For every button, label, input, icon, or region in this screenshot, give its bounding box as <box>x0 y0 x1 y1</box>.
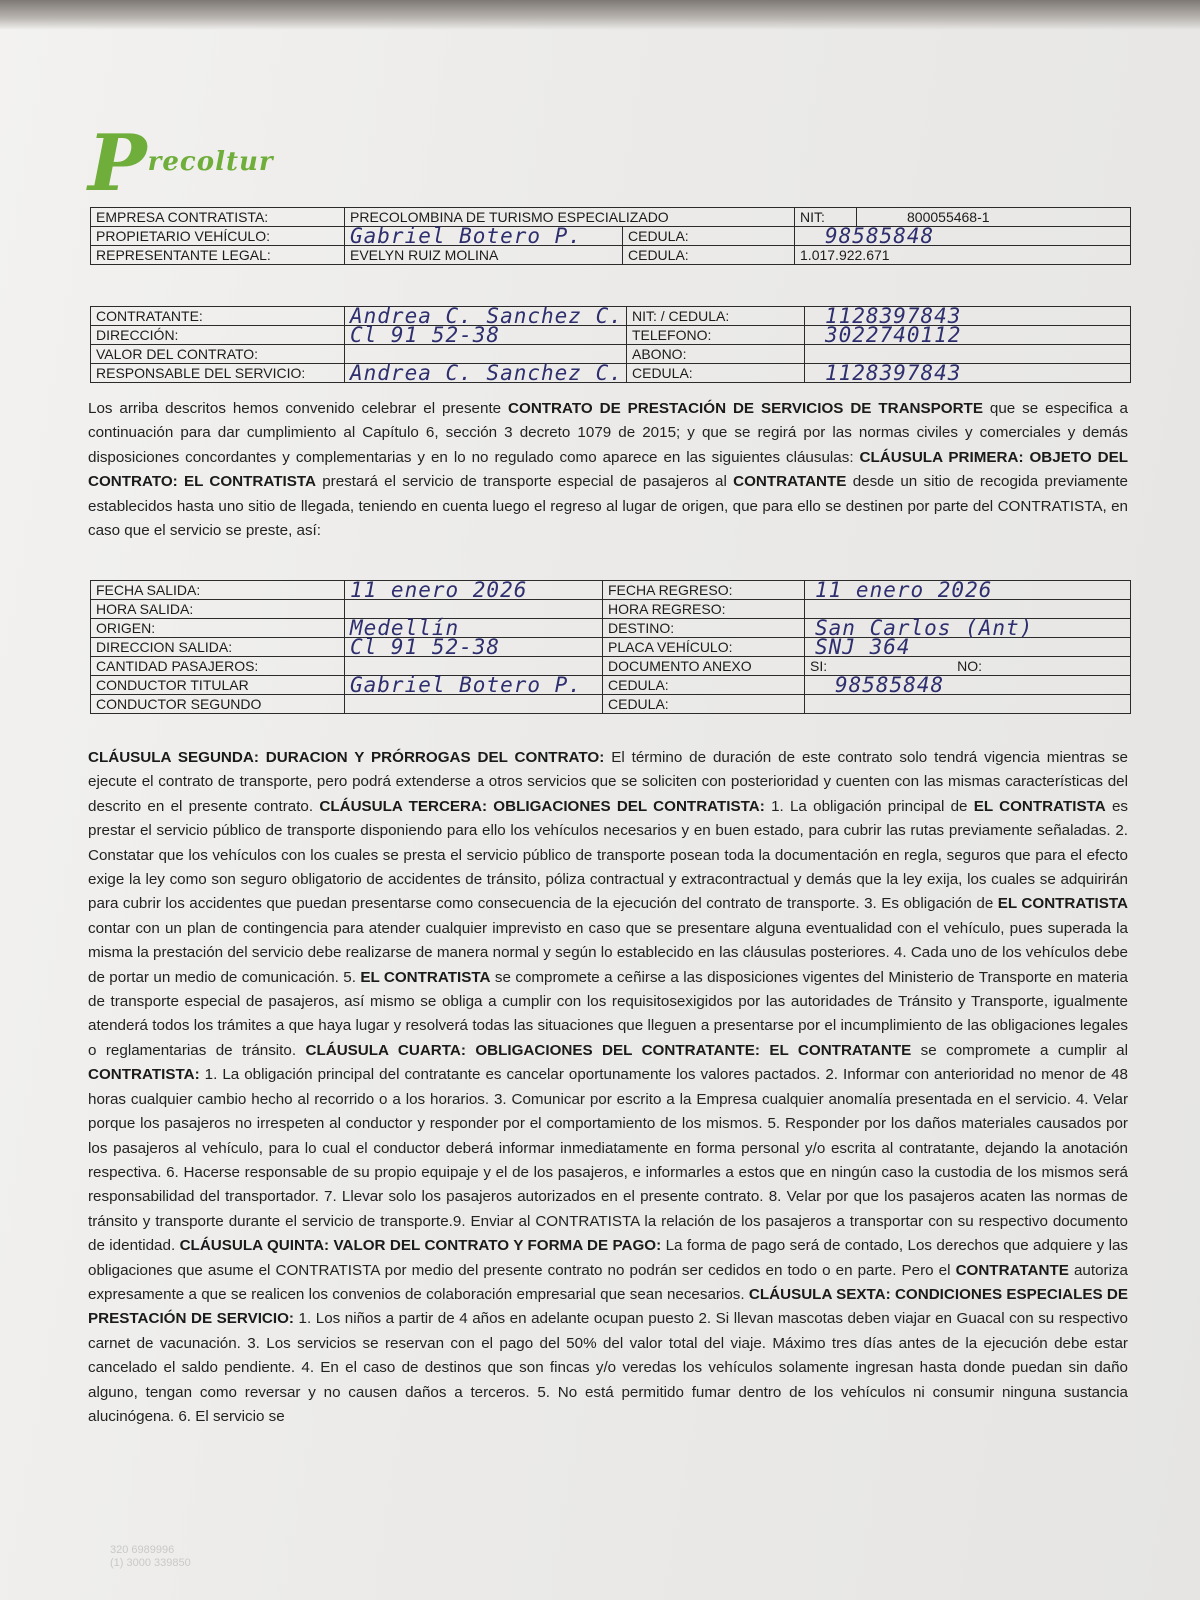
handwritten-value: San Carlos (Ant) <box>805 619 1131 638</box>
field-value: 1.017.922.671 <box>795 246 1131 265</box>
field-label: DIRECCION SALIDA: <box>91 638 345 657</box>
field-label: HORA SALIDA: <box>91 600 345 619</box>
no-label: NO: <box>957 658 983 674</box>
field-label: CEDULA: <box>623 246 795 265</box>
handwritten-value: Gabriel Botero P. <box>345 227 623 246</box>
handwritten-value: Gabriel Botero P. <box>345 676 603 695</box>
photo-edge-shadow <box>0 0 1200 30</box>
table-row <box>91 208 1131 227</box>
field-label: NIT: / CEDULA: <box>627 307 805 326</box>
table-row <box>91 227 1131 246</box>
handwritten-value: 98585848 <box>805 676 1131 695</box>
handwritten-value: Medellín <box>345 619 603 638</box>
logo-initial: P <box>88 118 148 209</box>
field-label: RESPONSABLE DEL SERVICIO: <box>91 364 345 383</box>
field-label: CONDUCTOR TITULAR <box>91 676 345 695</box>
table-row <box>91 619 1131 638</box>
field-label: DIRECCIÓN: <box>91 326 345 345</box>
handwritten-value: SNJ 364 <box>805 638 1131 657</box>
table-row <box>91 676 1131 695</box>
field-value: 800055468-1 <box>857 208 1131 227</box>
field-label: CANTIDAD PASAJEROS: <box>91 657 345 676</box>
handwritten-value: 98585848 <box>795 227 1131 246</box>
field-label: PLACA VEHÍCULO: <box>603 638 805 657</box>
field-label: CEDULA: <box>623 227 795 246</box>
field-value: EVELYN RUIZ MOLINA <box>345 246 623 265</box>
field-label: PROPIETARIO VEHÍCULO: <box>91 227 345 246</box>
company-logo <box>88 118 274 209</box>
field-value: PRECOLOMBINA DE TURISMO ESPECIALIZADO <box>345 208 795 227</box>
clauses-paragraph: CLÁUSULA SEGUNDA: DURACION Y PRÓRROGAS DEL CONTRATO: El término de duración de este contrato solo tendrá vigencia mientras se ejecute el contrato de transporte, pero podrá extenderse a otros servicios que se soliciten con posterioridad y cuenten con las mismas características del descrito en el presente contrato. CLÁUSULA TERCERA: OBLIGACIONES DEL CONTRATISTA: 1. La obligación principal de EL CONTRATISTA es prestar el servicio público de transporte disponiendo para ello los vehículos necesarios y en buen estado, para cubrir las rutas previamente señaladas. 2. Constatar que los vehículos con los cuales se presta el servicio público de transporte posean toda la documentación en regla, seguros que para el efecto exige la ley como son seguro obligatorio de accidentes de tránsito, póliza contractual y extracontractual y demás que la ley exija, los cuales se adquirirán para cubrir los accidentes que puedan presentarse como consecuencia de la ejecución del contrato de transporte. 3. Es obligación de EL CONTRATISTA contar con un plan de contingencia para atender cualquier imprevisto en caso que se presentare alguna eventualidad con el vehículo, pues superada la misma la prestación del servicio debe realizarse de manera normal y según lo establecido en las cláusulas posteriores. 4. Cada uno de los vehículos debe de portar un medio de comunicación. 5. EL CONTRATISTA se compromete a ceñirse a las disposiciones vigentes del Ministerio de Transporte en materia de transporte especial de pasajeros, así mismo se obliga a cumplir con los requisitosexigidos por las autoridades de Tránsito y Transporte, igualmente atenderá todos los trámites a que haya lugar y resolverá todas las situaciones que lleguen a presentarse por el incumplimiento de las obligaciones legales o reglamentarias de tránsito. CLÁUSULA CUARTA: OBLIGACIONES DEL CONTRATANTE: EL CONTRATANTE se compromete a cumplir al CONTRATISTA: 1. La obligación principal del contratante es cancelar oportunamente los valores pactados. 2. Informar con anterioridad no menor de 48 horas cualquier cambio hecho al recorrido o a los horarios. 3. Comunicar por escrito a la Empresa cualquier anomalía presentada en el servicio. 4. Velar porque los pasajeros no irrespeten al conductor y responder por el comportamiento de los mismos. 5. Responder por los daños materiales causados por los pasajeros al vehículo, para lo cual el conductor deberá informar inmediatamente en forma personal y/o escrita al contratante, dejando la anotación respectiva. 6. Hacerse responsable de su propio equipaje y el de los pasajeros, e informarles a estos que en ningún caso la custodia de los mismos será responsabilidad del transportador. 7. Llevar solo los pasajeros autorizados en el presente contrato. 8. Velar por que los pasajeros acaten las normas de tránsito y transporte durante el servicio de transporte.9. Enviar al CONTRATISTA la relación de los pasajeros a transportar con su respectivo documento de identidad. CLÁUSULA QUINTA: VALOR DEL CONTRATO Y FORMA DE PAGO: La forma de pago será de contado, Los derechos que adquiere y las obligaciones que asume el CONTRATISTA por medio del presente contrato no podrán ser cedidos en todo o en parte. Pero el CONTRATANTE autoriza expresamente a que se realicen los convenios de colaboración empresarial que sean necesarios. CLÁUSULA SEXTA: CONDICIONES ESPECIALES DE PRESTACIÓN DE SERVICIO: 1. Los niños a partir de 4 años en adelante ocupan puesto 2. Si llevan mascotas deben viajar en Guacal con su respectivo carnet de vacunación. 3. Los servicios se reservan con el pago del 50% del valor total del viaje. Máximo tres días antes de la ejecución debe estar cancelado el saldo pendiente. 4. En el caso de destinos que son fincas y/o veredas los vehículos solamente ingresan hasta donde puedan sin daño alguno, tengan como reversar y no causen daños a terceros. 5. No está permitido fumar dentro de los vehículos ni consumir ninguna sustancia alucinógena. 6. El servicio se <box>88 749 1129 1425</box>
contract-intro-paragraph: Los arriba descritos hemos convenido celebrar el presente CONTRATO DE PRESTACIÓN DE SERVICIOS DE TRANSPORTE que se especifica a continuación para dar cumplimiento al Capítulo 6, sección 3 decreto 1079 de 2015; y que se regirá por las normas civiles y comerciales y demás disposiciones concordantes y complementarias y en lo no regulado como aparece en las siguientes cláusulas: CLÁUSULA PRIMERA: OBJETO DEL CONTRATO: EL CONTRATISTA prestará el servicio de transporte especial de pasajeros al CONTRATANTE desde un sitio de recogida previamente establecidos hasta uno sitio de llegada, teniendo en cuenta luego el regreso al lugar de origen, que para ello se destinen por parte del CONTRATISTA, en caso que el servicio se preste, así: <box>88 400 1128 540</box>
field-label: ORIGEN: <box>91 619 345 638</box>
field-value <box>345 695 603 714</box>
table-row <box>91 657 1131 676</box>
handwritten-value: Andrea C. Sanchez C. <box>345 364 627 383</box>
table-row <box>91 364 1131 383</box>
table-row <box>91 246 1131 265</box>
field-label: REPRESENTANTE LEGAL: <box>91 246 345 265</box>
si-label: SI: <box>810 658 828 674</box>
field-label: CEDULA: <box>603 676 805 695</box>
field-label: DOCUMENTO ANEXO <box>603 657 805 676</box>
field-label: HORA REGRESO: <box>603 600 805 619</box>
field-label: CEDULA: <box>603 695 805 714</box>
handwritten-value: 1128397843 <box>805 307 1131 326</box>
faint-footer-text: 320 6989996 (1) 3000 339850 <box>110 1544 191 1569</box>
handwritten-value: 11 enero 2026 <box>805 581 1131 600</box>
table-row <box>91 638 1131 657</box>
trip-table <box>90 580 1131 714</box>
handwritten-value: Cl 91 52-38 <box>345 326 627 345</box>
field-label: FECHA REGRESO: <box>603 581 805 600</box>
handwritten-value: Andrea C. Sanchez C. <box>345 307 627 326</box>
contratante-table <box>90 306 1131 383</box>
field-label: DESTINO: <box>603 619 805 638</box>
handwritten-value: 11 enero 2026 <box>345 581 603 600</box>
company-table <box>90 207 1131 265</box>
logo-text: recoltur <box>147 147 274 177</box>
handwritten-value: 3022740112 <box>805 326 1131 345</box>
field-label: CEDULA: <box>627 364 805 383</box>
field-value <box>805 695 1131 714</box>
table-row <box>91 307 1131 326</box>
table-row <box>91 326 1131 345</box>
field-label: ABONO: <box>627 345 805 364</box>
field-label: FECHA SALIDA: <box>91 581 345 600</box>
handwritten-value: Cl 91 52-38 <box>345 638 603 657</box>
field-label: EMPRESA CONTRATISTA: <box>91 208 345 227</box>
field-label: VALOR DEL CONTRATO: <box>91 345 345 364</box>
table-row <box>91 695 1131 714</box>
field-label: CONTRATANTE: <box>91 307 345 326</box>
field-label: TELEFONO: <box>627 326 805 345</box>
handwritten-value: 1128397843 <box>805 364 1131 383</box>
field-label: NIT: <box>795 208 857 227</box>
field-label: CONDUCTOR SEGUNDO <box>91 695 345 714</box>
table-row <box>91 581 1131 600</box>
